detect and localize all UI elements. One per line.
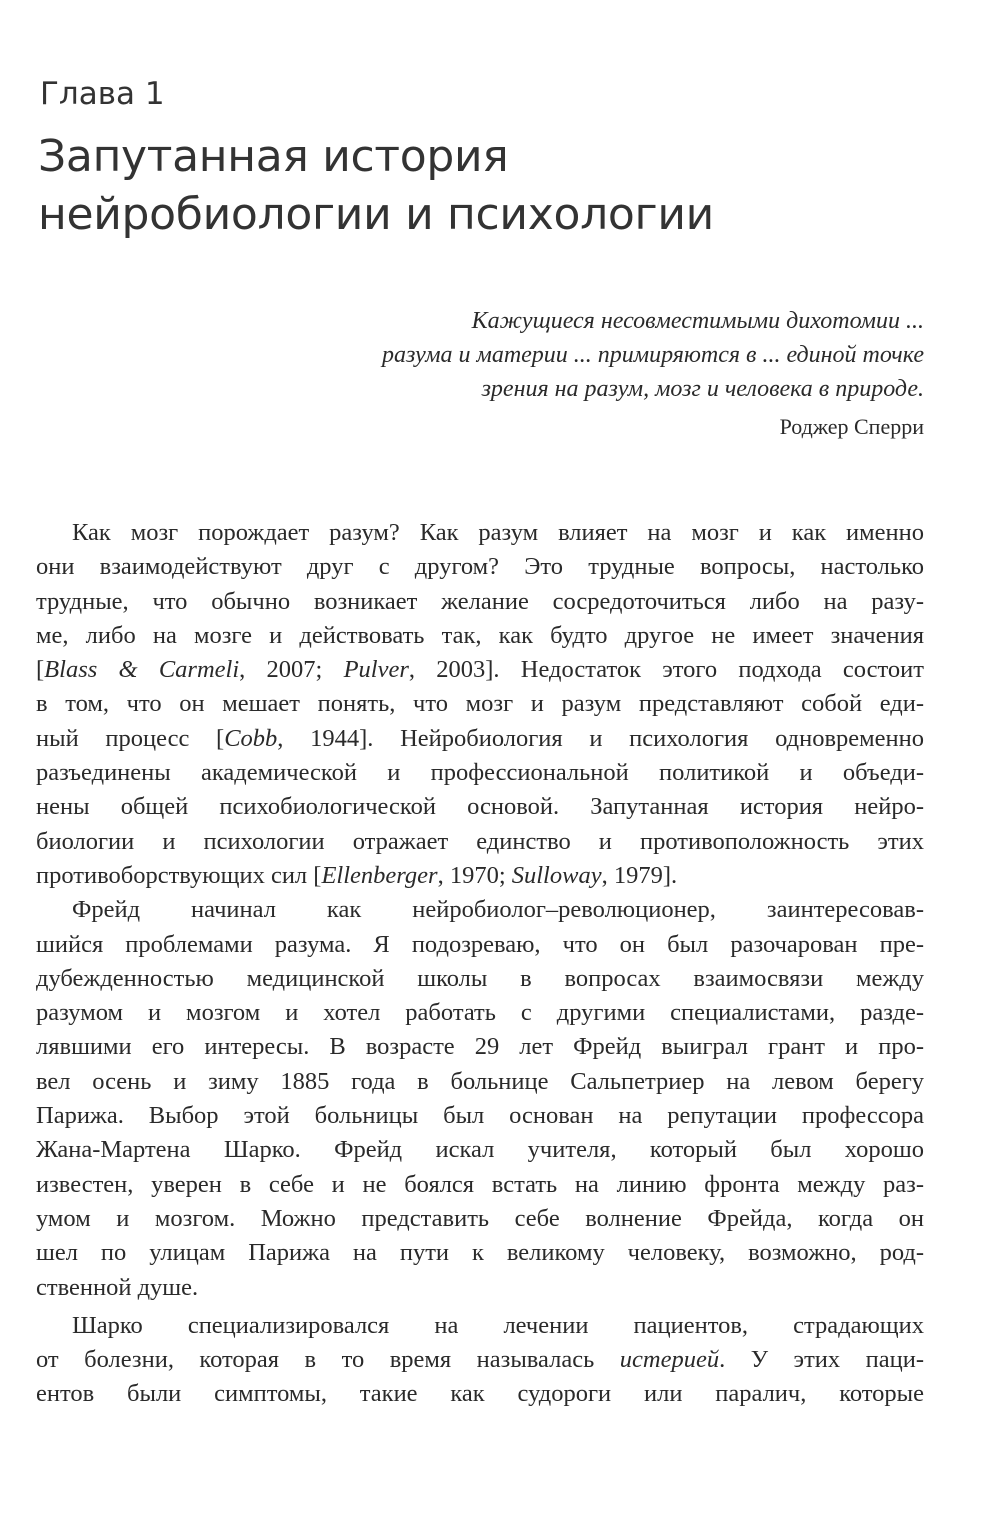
- text-run: , 1979].: [601, 861, 678, 889]
- text-run: трудные, что обычно возникает желание сосредоточиться либо на разу-: [36, 587, 924, 615]
- epigraph-author: Роджер Сперри: [779, 414, 924, 439]
- text-line: [72, 516, 924, 550]
- text-run: разумом и мозгом и хотел работать с другими специалистами, разде-: [36, 999, 924, 1027]
- text-line: [36, 928, 924, 962]
- text-run: Фрейд начинал как нейробиолог–революционер, заинтересовав-: [72, 896, 924, 924]
- text-run: известен, уверен в себе и не боялся встать на линию фронта между раз-: [36, 1170, 924, 1198]
- chapter-title: [38, 128, 714, 244]
- text-run: шийся проблемами разума. Я подозреваю, что он был разочарован пре-: [36, 930, 924, 958]
- text-line: [36, 1065, 924, 1099]
- text-line: [36, 859, 924, 893]
- chapter-title-line: Запутанная история: [38, 131, 509, 182]
- text-run: [: [36, 656, 45, 684]
- chapter-label: Глава 1: [40, 76, 165, 112]
- text-line: [36, 1271, 924, 1305]
- text-line: [36, 996, 924, 1030]
- text-run: ственной душе.: [36, 1273, 199, 1301]
- text-run: вел осень и зиму 1885 года в больнице Сальпетриер на левом берегу: [36, 1067, 924, 1095]
- text-line: [36, 1343, 924, 1377]
- text-run: , 2007;: [239, 656, 344, 684]
- text-run: в том, что он мешает понять, что мозг и разум представляют собой еди-: [36, 690, 924, 718]
- text-line: [36, 619, 924, 653]
- citation-author: Cobb: [224, 724, 278, 752]
- text-line: [36, 687, 924, 721]
- text-line: [36, 1377, 924, 1411]
- text-run: Жана-Мартена Шарко. Фрейд искал учителя, который был хорошо: [36, 1136, 924, 1164]
- text-line: [36, 1030, 924, 1064]
- text-run: они взаимодействуют друг с другом? Это трудные вопросы, настолько: [36, 553, 924, 581]
- body-text: [36, 516, 925, 1412]
- text-line: [36, 825, 924, 859]
- citation-author: Blass & Carmeli: [44, 656, 240, 684]
- text-line: [36, 1168, 924, 1202]
- citation-author: Sulloway: [511, 861, 602, 889]
- citation-author: Ellenberger: [321, 861, 438, 889]
- text-run: , 1944]. Нейробиология и психология одновременно: [277, 724, 924, 752]
- text-line: [36, 1236, 924, 1270]
- text-run: шел по улицам Парижа на пути к великому человеку, возможно, род-: [36, 1239, 924, 1267]
- chapter-title-line: нейробиологии и психологии: [38, 189, 714, 240]
- text-run: противоборствующих сил [: [36, 861, 322, 889]
- text-run: ный процесс [: [36, 724, 225, 752]
- text-run: , 1970;: [437, 861, 512, 889]
- text-run: биологии и психологии отражает единство и противоположность этих: [36, 827, 924, 855]
- emphasis-term: истерией: [619, 1346, 720, 1374]
- text-run: ме, либо на мозге и действовать так, как будто другое не имеет значения: [36, 621, 924, 649]
- text-line: [36, 1133, 924, 1167]
- text-line: [36, 585, 924, 619]
- text-run: нены общей психобиологической основой. Запутанная история нейро-: [36, 793, 924, 821]
- epigraph-line: зрения на разум, мозг и человека в природе.: [481, 376, 924, 402]
- text-run: . У этих паци-: [719, 1346, 925, 1374]
- epigraph-line: Кажущиеся несовместимыми дихотомии ...: [471, 308, 924, 334]
- text-line: [36, 962, 924, 996]
- text-line: [36, 756, 924, 790]
- text-run: разъединены академической и профессиональной политикой и объеди-: [36, 759, 924, 787]
- text-line: [36, 1202, 924, 1236]
- text-line: [36, 1099, 924, 1133]
- text-run: Шарко специализировался на лечении пациентов, страдающих: [72, 1311, 924, 1339]
- text-line: [36, 722, 924, 756]
- text-run: Как мозг порождает разум? Как разум влияет на мозг и как именно: [72, 519, 924, 546]
- epigraph: [204, 304, 924, 445]
- text-run: дубежденностью медицинской школы в вопросах взаимосвязи между: [36, 964, 924, 992]
- text-run: , 2003]. Недостаток этого подхода состоит: [408, 656, 924, 684]
- text-line: [72, 1309, 924, 1343]
- text-run: от болезни, которая в то время называлась: [36, 1346, 620, 1374]
- text-run: лявшими его интересы. В возрасте 29 лет Фрейд выиграл грант и про-: [36, 1033, 924, 1061]
- text-line: [36, 550, 924, 584]
- text-run: умом и мозгом. Можно представить себе волнение Фрейда, когда он: [36, 1204, 924, 1232]
- text-line: [36, 790, 924, 824]
- text-line: [36, 653, 924, 687]
- text-run: Парижа. Выбор этой больницы был основан на репутации профессора: [36, 1102, 924, 1130]
- epigraph-line: разума и материи ... примиряются в ... единой точке: [381, 342, 924, 368]
- text-run: ентов были симптомы, такие как судороги или паралич, которые: [36, 1380, 924, 1408]
- citation-author: Pulver: [343, 656, 409, 684]
- text-line: [72, 893, 924, 927]
